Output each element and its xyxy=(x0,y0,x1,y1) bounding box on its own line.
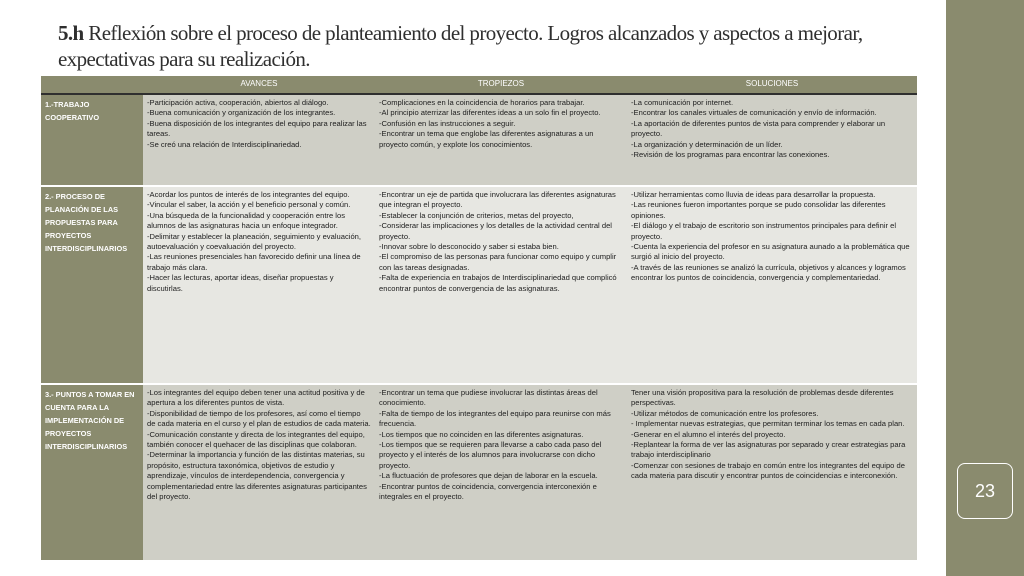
soluciones-cell xyxy=(627,384,917,560)
cell-line: -Cuenta la experiencia del profesor en su asignatura aunado a la problemática que surgió al inicio del proyecto. xyxy=(631,242,910,262)
table-row xyxy=(41,186,917,384)
cell-line: -Considerar las implicaciones y los detalles de la actividad central del proyecto. xyxy=(379,221,612,241)
cell-line: -Utilizar herramientas como lluvia de ideas para desarrollar la propuesta. xyxy=(631,190,876,199)
cell-line: -Los integrantes del equipo deben tener una actitud positiva y de apertura a los diferentes puntos de vista. xyxy=(147,388,365,408)
cell-line: -Falta de tiempo de los integrantes del equipo para reunirse con más frecuencia. xyxy=(379,408,611,429)
soluciones-cell xyxy=(627,186,917,384)
reflection-table xyxy=(41,76,917,560)
avances-cell xyxy=(143,94,375,186)
soluciones-cell xyxy=(627,94,917,186)
cell-line: -Acordar los puntos de interés de los integrantes del equipo. xyxy=(147,190,350,199)
cell-line: -Innovar sobre lo desconocido y saber si estaba bien. xyxy=(379,242,559,252)
cell-line: -La comunicación por internet. xyxy=(631,98,734,107)
row-label: 2.- PROCESO DE PLANACIÓN DE LAS PROPUESTAS PARA PROYECTOS INTERDISCIPLINARIOS xyxy=(41,186,143,384)
cell-line: -Replantear la forma de ver las asignaturas por separado y crear estrategias para trabajo interdisciplinario xyxy=(631,440,906,460)
cell-line: -Complicaciones en la coincidencia de horarios para trabajar. xyxy=(379,98,585,107)
cell-line: -Falta de experiencia en trabajos de Interdisciplinariedad que complicó encontrar puntos de convergencia de las asignaturas. xyxy=(379,273,617,293)
title-number: 5.h xyxy=(58,21,84,45)
cell-line: -El compromiso de las personas para funcionar como equipo y cumplir con las tareas designadas. xyxy=(379,252,617,272)
avances-cell xyxy=(143,384,375,560)
cell-line: -Una búsqueda de la funcionalidad y cooperación entre los alumnos de las asignaturas hacia un enfoque integrador. xyxy=(147,210,345,231)
cell-line: -Los tiempos que se requieren para llevarse a cabo cada paso del proyecto y el interés de los alumnos para involucrarse con dicho proyecto. xyxy=(379,440,602,470)
header-row xyxy=(41,76,917,94)
cell-line: -Participación activa, cooperación, abiertos al diálogo. xyxy=(147,98,329,107)
cell-line: -Buena comunicación y organización de los integrantes. xyxy=(147,108,336,118)
tropiezos-cell xyxy=(375,384,627,560)
cell-line: -El diálogo y el trabajo de escritorio son instrumentos principales para definir el proyecto. xyxy=(631,221,897,241)
cell-line: -Vincular el saber, la acción y el beneficio personal y común. xyxy=(147,200,351,210)
row-label: 1.-TRABAJO COOPERATIVO xyxy=(41,94,143,186)
cell-line: -A través de las reuniones se analizó la currícula, objetivos y alcances y logramos encontrar los puntos de coincidencia, convergencia y complementariedad. xyxy=(631,262,906,283)
page-number: 23 xyxy=(957,463,1013,519)
cell-line: - Implementar nuevas estrategias, que permitan terminar los temas en cada plan. xyxy=(631,419,905,429)
cell-line: -La organización y determinación de un líder. xyxy=(631,139,783,149)
cell-line: -Delimitar y establecer la planeación, seguimiento y evaluación, autoevaluación y coevaluación del proyecto. xyxy=(147,231,362,252)
cell-line: -La aportación de diferentes puntos de vista para comprender y elaborar un proyecto. xyxy=(631,118,886,139)
cell-line: -Disponibilidad de tiempo de los profesores, así como el tiempo de cada materia en el curso y el plan de estudios de cada materia. xyxy=(147,408,371,429)
cell-line: -Comunicación constante y directa de los integrantes del equipo, también conocer el quehacer de las disciplinas que colaboran. xyxy=(147,429,365,450)
cell-line: -Determinar la importancia y función de las distintas materias, su propósito, estructura taxonómica, objetivos de estudio y aprendizaje, vínculos de interdependencia, convergencia y complementariedad entre las diferentes asignaturas participantes del proyecto. xyxy=(147,450,367,502)
tropiezos-cell xyxy=(375,186,627,384)
header-soluciones: SOLUCIONES xyxy=(627,76,917,94)
cell-line: -Revisión de los programas para encontrar las conexiones. xyxy=(631,150,830,160)
tropiezos-cell xyxy=(375,94,627,186)
cell-line: -Encontrar un tema que englobe las diferentes asignaturas a un proyecto común, y explote los conocimientos. xyxy=(379,129,594,149)
avances-cell xyxy=(143,186,375,384)
cell-line: -Hacer las lecturas, aportar ideas, diseñar propuestas y discutirlas. xyxy=(147,273,334,293)
header-tropiezos: TROPIEZOS xyxy=(375,76,627,94)
cell-line: -Buena disposición de los integrantes del equipo para realizar las tareas. xyxy=(147,118,367,139)
table-row xyxy=(41,94,917,186)
cell-line: -Utilizar métodos de comunicación entre los profesores. xyxy=(631,408,819,418)
cell-line: -Comenzar con sesiones de trabajo en común entre los integrantes del equipo de cada materia para discutir y encontrar puntos de coincidencias e interconexión. xyxy=(631,460,905,481)
cell-line: -Al principio aterrizar las diferentes ideas a un solo fin el proyecto. xyxy=(379,108,601,118)
cell-line: -Encontrar los canales virtuales de comunicación y envío de información. xyxy=(631,108,877,118)
header-corner xyxy=(41,76,143,94)
cell-line: -Encontrar un eje de partida que involucrara las diferentes asignaturas que integran el proyecto. xyxy=(379,190,616,210)
header-avances: AVANCES xyxy=(143,76,375,94)
row-label: 3.- PUNTOS A TOMAR EN CUENTA PARA LA IMPLEMENTACIÓN DE PROYECTOS INTERDISCIPLINARIOS xyxy=(41,384,143,560)
cell-line: -Encontrar puntos de coincidencia, convergencia interconexión e integrales en el proyecto. xyxy=(379,481,597,502)
title-text: Reflexión sobre el proceso de planteamiento del proyecto. Logros alcanzados y aspectos a mejorar, expectativas para su realización. xyxy=(58,21,863,71)
cell-line: -Encontrar un tema que pudiese involucrar las distintas áreas del conocimiento. xyxy=(379,388,598,408)
cell-line: -La fluctuación de profesores que dejan de laborar en la escuela. xyxy=(379,471,598,481)
cell-line: -Establecer la conjunción de criterios, metas del proyecto, xyxy=(379,210,574,220)
cell-line: Tener una visión propositiva para la resolución de problemas desde diferentes perspectivas. xyxy=(631,388,894,408)
cell-line: -Generar en el alumno el interés del proyecto. xyxy=(631,429,786,439)
cell-line: -Las reuniones fueron importantes porque se pudo consolidar las diferentes opiniones. xyxy=(631,200,886,220)
slide-title xyxy=(58,20,938,72)
cell-line: -Las reuniones presenciales han favorecido definir una línea de trabajo más clara. xyxy=(147,252,361,272)
cell-line: -Se creó una relación de Interdisciplinariedad. xyxy=(147,139,302,149)
cell-line: -Confusión en las instrucciones a seguir. xyxy=(379,118,516,128)
table-row xyxy=(41,384,917,560)
cell-line: -Los tiempos que no coinciden en las diferentes asignaturas. xyxy=(379,429,584,439)
